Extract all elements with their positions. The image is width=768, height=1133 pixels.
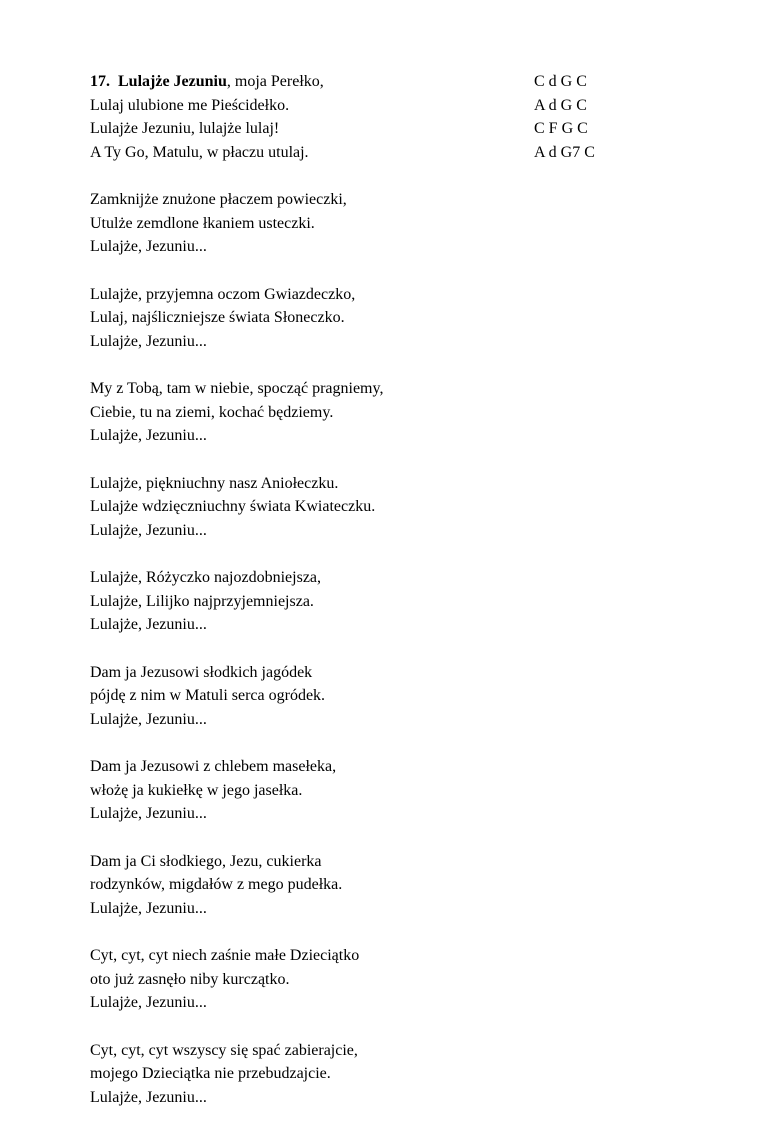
song-number: 17. (90, 73, 110, 90)
chord-line: A d G C (534, 96, 587, 114)
lyric-line: włożę ja kukiełkę w jego jasełka. (90, 781, 303, 799)
stanza-10 (90, 944, 490, 1015)
refrain-line: Lulajże, Jezuniu... (90, 994, 207, 1011)
lyric-line: mojego Dzieciątka nie przebudzajcie. (90, 1065, 331, 1082)
first-line-rest: , moja Perełko, (226, 73, 324, 90)
chord-line: C F G C (534, 120, 588, 137)
title-line (90, 70, 490, 94)
lyric-line: Lulajże, Różyczko najozdobniejsza, (90, 569, 322, 586)
refrain-line: Lulajże, Jezuniu... (90, 899, 207, 917)
lyric-line: Cyt, cyt, cyt niech zaśnie małe Dzieciątko (90, 947, 360, 964)
lyric-line: Lulajże wdzięczniuchny świata Kwiateczku. (90, 498, 376, 515)
lyric-line: Lulaj ulubione me Pieścidełko. (90, 96, 290, 114)
stanza-6 (90, 566, 490, 637)
lyric-line: Dam ja Jezusowi z chlebem masełeka, (90, 758, 337, 775)
stanza-8 (90, 755, 490, 826)
lyric-line: Lulajże, Lilijko najprzyjemniejsza. (90, 592, 314, 610)
stanza-5 (90, 472, 490, 543)
lyric-line: Cyt, cyt, cyt wszyscy się spać zabierajcie, (90, 1041, 358, 1059)
lyric-line: pójdę z nim w Matuli serca ogródek. (90, 687, 326, 704)
stanza-11 (90, 1039, 490, 1110)
stanza-3 (90, 283, 490, 354)
refrain-line: Lulajże, Jezuniu... (90, 238, 207, 255)
lyric-line: Lulajże, przyjemna oczom Gwiazdeczko, (90, 285, 356, 303)
refrain-line: Lulajże, Jezuniu... (90, 521, 207, 539)
lyric-line: My z Tobą, tam w niebie, spocząć pragniemy, (90, 380, 384, 397)
stanza-4 (90, 377, 490, 448)
lyric-line: Ciebie, tu na ziemi, kochać będziemy. (90, 403, 334, 421)
lyric-line: Utulże zemdlone łkaniem usteczki. (90, 214, 315, 232)
refrain-line: Lulajże, Jezuniu... (90, 805, 207, 822)
chord-column (534, 70, 654, 164)
lyric-line: Lulajże Jezuniu, lulajże lulaj! (90, 120, 280, 137)
refrain-line: Lulajże, Jezuniu... (90, 616, 207, 633)
refrain-line: Lulajże, Jezuniu... (90, 710, 207, 728)
lyric-line: Lulaj, najśliczniejsze świata Słoneczko. (90, 309, 345, 326)
lyric-line: oto już zasnęło niby kurczątko. (90, 970, 290, 988)
song-title: Lulajże Jezuniu (118, 73, 227, 90)
stanza-2 (90, 188, 490, 259)
lyric-line: Dam ja Ci słodkiego, Jezu, cukierka (90, 852, 322, 870)
lyric-line: Zamknijże znużone płaczem powieczki, (90, 191, 347, 208)
refrain-line: Lulajże, Jezuniu... (90, 1088, 207, 1106)
chord-line: A d G7 C (534, 143, 595, 161)
lyric-line: Dam ja Jezusowi słodkich jagódek (90, 663, 313, 681)
refrain-line: Lulajże, Jezuniu... (90, 332, 207, 350)
stanza-7 (90, 661, 490, 732)
stanza-9 (90, 850, 490, 921)
chord-line: C d G C (534, 73, 587, 90)
lyric-line: Lulajże, piękniuchny nasz Aniołeczku. (90, 474, 339, 492)
refrain-line: Lulajże, Jezuniu... (90, 427, 207, 444)
stanza-1 (90, 70, 490, 164)
lyric-line: A Ty Go, Matulu, w płaczu utulaj. (90, 143, 309, 161)
lyric-line: rodzynków, migdałów z mego pudełka. (90, 876, 343, 893)
song-lyrics (90, 70, 490, 1133)
